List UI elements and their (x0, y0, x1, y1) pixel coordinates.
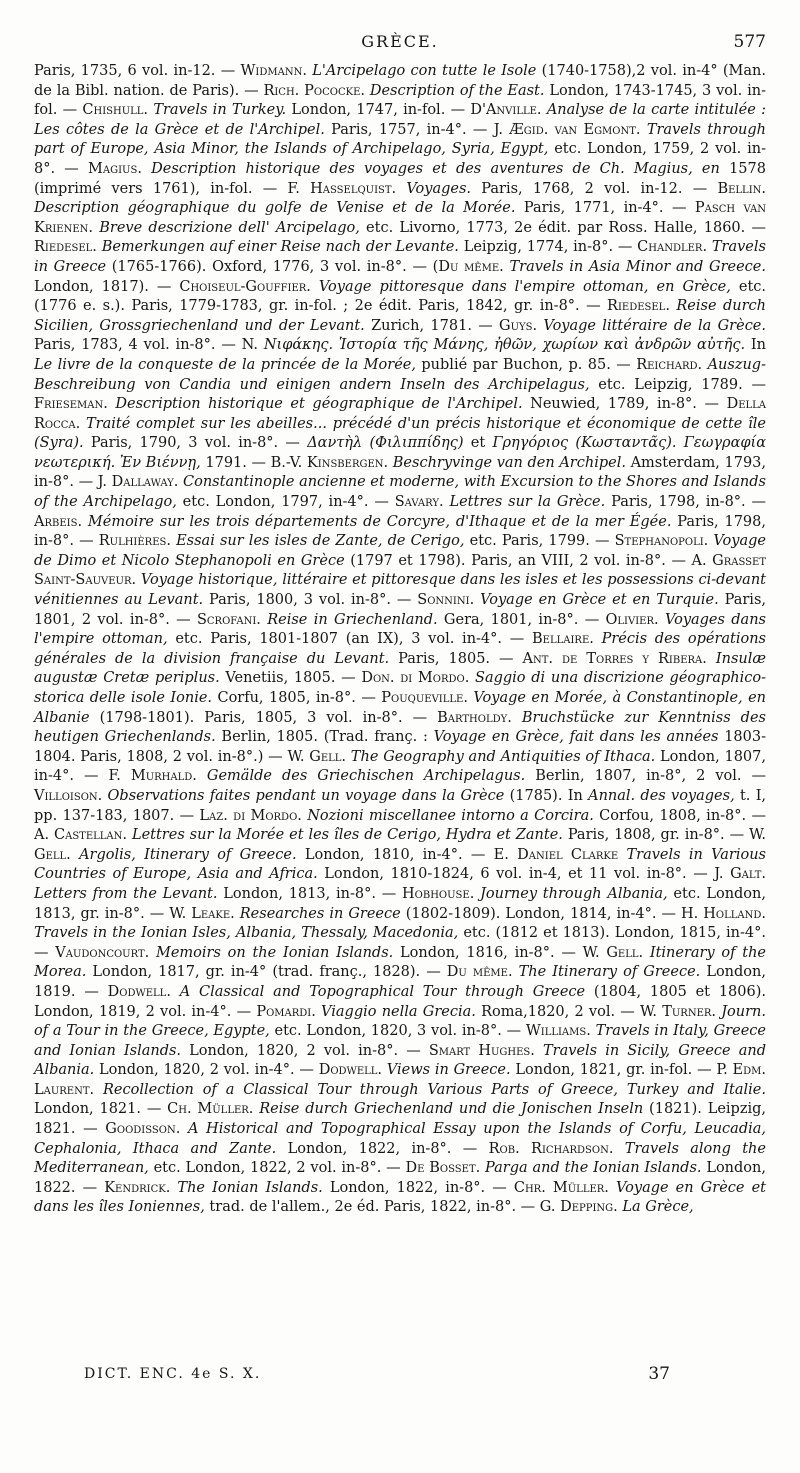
author-name: Grasset Saint-Sauveur. (34, 552, 767, 589)
work-title: Breve descrizione dell' Arcipelago, (93, 219, 360, 236)
work-title: Reise in Griechenland. (260, 611, 438, 628)
work-title: The Geography and Antiquities of Ithaca. (346, 748, 656, 765)
work-title: Constantinople ancienne et moderne, with Excursion to the Shores and Islands of the Archipelago, (34, 474, 766, 511)
citation-text: Corfu, 1805, in-8°. — (212, 690, 382, 706)
bibliography-paragraph (34, 62, 766, 1218)
work-title: Νιφάκης. Ἱστορία τῆς Μάνης, ἠθῶν, χωρίων καὶ ἀνδρῶν αὐτῆς. (263, 337, 746, 354)
citation-text: London, 1817, gr. in-4° (trad. franç., 1828). — (86, 964, 447, 981)
author-name: Turner. (662, 1003, 717, 1020)
work-title: A Historical and Topographical Essay upon the Islands of Corfu, Leucadia, Cephalonia, Ithaca and Zante. (34, 1121, 766, 1157)
work-title: Lettres sur la Morée et les îles de Cerigo, Hydra et Zante. (127, 827, 563, 844)
author-name: Gell. (34, 846, 71, 863)
work-title: Reise durch Griechenland und die Jonischen Inseln (253, 1101, 644, 1118)
citation-text: London, 1820, 2 vol. in-8°. — (181, 1042, 429, 1059)
author-name: Reichard. (636, 356, 703, 373)
citation-text: etc. Paris, 1801-1807 (an IX), 3 vol. in-4°. — (167, 631, 532, 648)
author-name: Guys. (499, 317, 538, 334)
work-title: Beschryvinge van den Archipel. (388, 454, 626, 471)
author-name: Dodwell. (107, 983, 171, 1000)
author-name: D'Anville. (470, 102, 542, 119)
author-name: Hobhouse. (402, 885, 475, 902)
author-name: Goodisson. (105, 1121, 181, 1138)
work-title: Gemälde des Griechischen Archipelagus. (196, 768, 526, 785)
author-name: Holland. (703, 905, 766, 922)
citation-text: London, 1743-1745, 3 vol. in-fol. — (34, 82, 766, 119)
work-title: Δαντὴλ (Φιλιππίδης) (307, 435, 464, 452)
author-name: Olivier. (605, 611, 659, 628)
work-title: Travels in Asia Minor and Greece. (503, 258, 766, 275)
work-title: Travels in Greece (34, 239, 766, 275)
author-name: Pomardi. (256, 1003, 316, 1020)
citation-text: (1804, 1805 et 1806). London, 1819, 2 vol. in-4°. — (34, 983, 766, 1020)
work-title: Travels in Italy, Greece and Ionian Islands. (34, 1023, 766, 1059)
work-title: Voyage en Grèce et en Turquie. (474, 592, 719, 609)
citation-text: London, 1821. — (34, 1101, 168, 1118)
author-name: Hasselquist. (310, 180, 397, 197)
page-number: 577 (733, 32, 766, 52)
citation-text: etc. London, 1759, 2 vol. in-8°. — (34, 141, 766, 177)
work-title: La Grèce, (617, 1199, 694, 1216)
author-name: Ant. de Torres y Ribera. (522, 650, 707, 667)
author-name: Kendrick. (104, 1179, 171, 1196)
author-name: Depping. (560, 1199, 618, 1216)
citation-text: Neuwied, 1789, in-8°. — (522, 396, 727, 413)
work-title: Memoirs on the Ionian Islands. (149, 944, 394, 961)
author-name: Bellin. (717, 180, 766, 197)
author-name: Laz. di Mordo. (199, 807, 302, 824)
work-title: Recollection of a Classical Tour through Various Parts of Greece, Turkey and Italie. (94, 1081, 766, 1098)
citation-text: (1798-1801). Paris, 1805, 3 vol. in-8°. — (89, 709, 438, 726)
page-footer (34, 1364, 766, 1388)
work-title: Travels in the Ionian Isles, Albania, Thessaly, Macedonia, (34, 925, 459, 942)
citation-text: London, 1816, in-8°. — W. (393, 944, 607, 961)
citation-text: (1785). In (504, 787, 589, 804)
citation-text: Corfou, 1808, in-8°. — A. (34, 807, 766, 844)
author-name: Della Rocca. (34, 396, 766, 432)
sheet-number: 37 (648, 1364, 670, 1384)
citation-text: In (745, 337, 766, 354)
author-name: Pouqueville. (381, 690, 468, 706)
author-name: Du même. (438, 258, 504, 275)
author-name: Don. di Mordo. (361, 670, 470, 687)
author-name: De Bosset. (405, 1160, 481, 1177)
citation-text: London, 1820, 2 vol. in-4°. — (94, 1062, 319, 1079)
author-name: Ch. Müller. (167, 1101, 254, 1118)
citation-text: Paris, 1808, gr. in-8°. — W. (562, 827, 766, 844)
work-title: Le livre de la conqueste de la princée de la Morée, (34, 356, 416, 373)
work-title: Lettres sur la Grèce. (443, 494, 606, 511)
author-name: Chandler. (637, 239, 708, 256)
work-title: Travels in Turkey. (148, 102, 287, 119)
bibliography-text (34, 62, 766, 1218)
author-name: Savary. (394, 494, 444, 511)
author-name: Dodwell. (318, 1062, 383, 1079)
work-title: Letters from the Levant. (34, 885, 218, 902)
author-name: Bartholdy. (437, 709, 512, 726)
citation-text: publié par Buchon, p. 85. — (415, 356, 637, 373)
work-title: Views in Greece. (382, 1062, 511, 1079)
citation-text: Leipzig, 1774, in-8°. — (458, 239, 638, 256)
citation-text: Paris, 1798, in-8°. — (34, 513, 766, 550)
author-name: Gell. (309, 748, 347, 765)
citation-text: London, 1810, in-4°. — E. (296, 846, 518, 863)
citation-text: etc. Leipzig, 1789. — (589, 376, 766, 393)
work-title: Voyage en Grèce et dans les îles Ioniennes, (34, 1179, 766, 1216)
citation-text: Paris, 1768, 2 vol. in-12. — (471, 180, 718, 197)
citation-text: London, 1819. — (34, 964, 766, 1000)
work-title: Viaggio nella Grecia. (315, 1003, 476, 1020)
author-name: Williams. (525, 1023, 591, 1040)
work-title: Voyage de Dimo et Nicolo Stephanopoli en Grèce (34, 533, 766, 569)
work-title: Voyage historique, littéraire et pittoresque dans les isles et les possessions ci-devant vénitiennes au Levant. (34, 572, 766, 609)
citation-text: Paris, 1801, 2 vol. in-8°. — (34, 592, 766, 628)
author-name: Arbeis. (34, 513, 83, 530)
citation-text: trad. de l'allem., 2e éd. Paris, 1822, in-8°. — G. (204, 1199, 561, 1216)
signature-mark: DICT. ENC. 4e S. X. (84, 1366, 262, 1382)
work-title: Travels in Various Countries of Europe, Asia and Africa. (34, 846, 766, 883)
citation-text: 1578 (imprimé vers 1761), in-fol. — F. (34, 160, 766, 197)
citation-text: etc. Livorno, 1773, 2e édit. par Ross. Halle, 1860. — (359, 219, 766, 236)
work-title: Observations faites pendant un voyage dans la Grèce (102, 787, 505, 804)
citation-text: Gera, 1801, in-8°. — (437, 611, 606, 628)
author-name: Villoison. (34, 787, 103, 804)
running-title: GRÈCE. (361, 32, 439, 51)
author-name: Riedesel. (607, 298, 670, 315)
author-name: Rulhières. (98, 533, 171, 550)
page-header (34, 28, 766, 58)
citation-text: Roma,1820, 2 vol. — W. (475, 1003, 663, 1020)
work-title: Bemerkungen auf einer Reise nach der Levante. (96, 239, 459, 256)
citation-text: 1803-1804. Paris, 1808, 2 vol. in-8°.) — W. (34, 729, 766, 765)
citation-text: London, 1747, in-fol. — (286, 102, 471, 119)
work-title: Traité complet sur les abeilles... précédé d'un précis historique et économique de cette île (Syra). (34, 415, 766, 452)
author-name: Kinsbergen. (306, 454, 389, 471)
citation-text: etc. (1812 et 1813). London, 1815, in-4°. — (34, 925, 766, 961)
citation-text: etc. London, 1820, 3 vol. in-8°. — (269, 1023, 526, 1040)
author-name: Chr. Müller. (513, 1179, 609, 1196)
citation-text: Paris, 1783, 4 vol. in-8°. — N. (34, 337, 264, 354)
work-title: Nozioni miscellanee intorno a Corcira. (301, 807, 594, 824)
citation-text: (1802-1809). London, 1814, in-4°. — H. (400, 905, 704, 922)
citation-text: 1791. — B.-V. (200, 454, 307, 471)
author-name: Castellan. (54, 827, 128, 844)
citation-text: (1765-1766). Oxford, 1776, 3 vol. in-8°. — ( (106, 258, 439, 275)
work-title: Parga and the Ionian Islands. (480, 1160, 702, 1177)
work-title: Voyages. (396, 180, 472, 197)
work-title: The Itinerary of Greece. (512, 964, 701, 981)
citation-text: London, 1817). — (34, 278, 180, 295)
work-title: Travels through part of Europe, Asia Minor, the Islands of Archipelago, Syria, Egypt, (34, 121, 767, 158)
author-name: Galt. (730, 866, 767, 883)
citation-text: Paris, 1805. — (389, 650, 523, 667)
citation-text: Zurich, 1781. — (364, 317, 500, 334)
work-title: Voyage littéraire de la Grèce. (537, 317, 767, 334)
work-title: Bruchstücke zur Kenntniss des heutigen Griechenlands. (34, 709, 766, 746)
citation-text: (1821). Leipzig, 1821. — (34, 1101, 767, 1138)
citation-text: Venetiis, 1805. — (219, 670, 362, 687)
work-title: Description géographique du golfe de Venise et de la Morée. (34, 200, 516, 217)
author-name: Choiseul-Gouffier. (179, 278, 311, 295)
author-name: Ægid. van Egmont. (509, 121, 641, 138)
work-title: Voyages dans l'empire ottoman, (34, 611, 766, 648)
citation-text: London, 1810-1824, 6 vol. in-4, et 11 vol. in-8°. — J. (317, 866, 731, 883)
author-name: Frieseman. (34, 396, 108, 413)
work-title: Description historique des voyages et des aventures de Ch. Magius, en (141, 160, 720, 177)
author-name: Gell. (606, 944, 644, 961)
citation-text: Amsterdam, 1793, in-8°. — J. (34, 454, 767, 491)
author-name: Vaudoncourt. (55, 944, 150, 961)
citation-text: Paris, 1771, in-4°. — (515, 200, 695, 217)
work-title: Analyse de la carte intitulée : Les côtes de la Grèce et de l'Archipel. (34, 102, 766, 138)
work-title: Mémoire sur les trois départements de Corcyre, d'Ithaque et de la mer Égée. (82, 513, 672, 530)
work-title: Annal. des voyages, (588, 787, 735, 804)
citation-text: Paris, 1735, 6 vol. in-12. — (34, 63, 241, 79)
work-title: Travels in Sicily, Greece and Albania. (34, 1042, 766, 1079)
citation-text: etc. London, 1822, 2 vol. in-8°. — (148, 1160, 406, 1177)
citation-text: (1740-1758),2 vol. in-4° (Man. de la Bibl. nation. de Paris). — (34, 63, 766, 99)
author-name: Rob. Richardson. (488, 1140, 614, 1157)
citation-text: etc. London, 1813, gr. in-8°. — W. (34, 885, 766, 922)
work-title: A Classical and Topographical Tour through Greece (170, 983, 586, 1000)
citation-text: Paris, 1790, 3 vol. in-8°. — (83, 435, 308, 452)
citation-text: t. I, pp. 137-183, 1807. — (34, 787, 767, 824)
author-name: Du même. (446, 964, 513, 981)
author-name: Murhald. (130, 768, 197, 785)
work-title: Auszug-Beschreibung von Candia und einigen andern Inseln des Archipelagus, (34, 356, 766, 393)
citation-text: etc. Paris, 1799. — (464, 533, 615, 550)
author-name: Dallaway. (111, 474, 179, 491)
work-title: The Ionian Islands. (170, 1179, 323, 1196)
work-title: Saggio di una discrizione géographico-storica delle isole Ionie. (34, 670, 767, 706)
author-name: Daniel Clarke (517, 846, 619, 863)
citation-text: Berlin, 1805. (Trad. franç. : (215, 729, 434, 746)
work-title: L'Arcipelago con tutte le Isole (306, 63, 537, 79)
work-title: Itinerary of the Morea. (34, 944, 766, 981)
work-title: Travels along the Mediterranean, (34, 1140, 766, 1177)
author-name: Sonnini. (417, 592, 475, 609)
work-title: Description of the East. (364, 82, 545, 99)
citation-text: Berlin, 1807, in-8°, 2 vol. — (525, 768, 766, 785)
work-title: Journey through Albania, (474, 885, 668, 902)
citation-text: Paris, 1757, in-4°. — J. (324, 121, 510, 138)
author-name: Magius. (88, 160, 142, 177)
author-name: Scrofani. (196, 611, 261, 628)
citation-text: London, 1821, gr. in-fol. — P. (510, 1062, 733, 1079)
citation-text: (1797 et 1798). Paris, an VIII, 2 vol. in-8°. — A. (344, 552, 713, 569)
author-name: Edm. Laurent. (34, 1062, 766, 1098)
work-title: Insulæ augustæ Cretæ periplus. (34, 650, 766, 687)
author-name: Widmann. (240, 63, 307, 79)
author-name: Chishull. (82, 102, 149, 119)
work-title: Voyage en Morée, à Constantinople, en Albanie (34, 690, 766, 726)
work-title: Reise durch Sicilien, Grossgriechenland und der Levant. (34, 298, 766, 334)
citation-text: etc. (1776 e. s.). Paris, 1779-1783, gr. in-fol. ; 2e édit. Paris, 1842, gr. in-8°. — (34, 278, 767, 315)
work-title: Précis des opérations générales de la division française du Levant. (34, 631, 766, 667)
author-name: Smart Hughes. (428, 1042, 535, 1059)
work-title: Description historique et géographique de l'Archipel. (107, 396, 523, 413)
work-title: Voyage pittoresque dans l'empire ottoman, en Grèce, (310, 278, 731, 295)
citation-text: etc. London, 1797, in-4°. — (176, 494, 395, 511)
author-name: Pasch van Krienen. (34, 200, 766, 236)
author-name: Rich. Pococke. (263, 82, 365, 99)
citation-text: Paris, 1798, in-8°. — (605, 494, 767, 511)
citation-text: Paris, 1800, 3 vol. in-8°. — (203, 592, 418, 609)
work-title: Essai sur les isles de Zante, de Cerigo, (170, 533, 465, 550)
author-name: Bellaire. (532, 631, 594, 648)
work-title: Voyage en Grèce, fait dans les années (433, 729, 719, 746)
work-title: Γρηγόριος (Κωσταντᾶς). Γεωγραφία νεωτερική. Ἐν Βιέννῃ, (34, 435, 767, 471)
citation-text: London, 1813, in-8°. — (217, 885, 403, 902)
citation-text: London, 1807, in-4°. — F. (34, 748, 766, 785)
citation-text: London, 1822, in-8°. — (276, 1140, 489, 1157)
citation-text: et (463, 435, 493, 452)
citation-text: London, 1822. — (34, 1160, 766, 1196)
citation-text: London, 1822, in-8°. — (322, 1179, 514, 1196)
work-title: Argolis, Itinerary of Greece. (70, 846, 297, 863)
author-name: Stephanopoli. (614, 533, 709, 550)
author-name: Riedesel. (34, 239, 97, 256)
work-title: Journ. of a Tour in the Greece, Egypte, (34, 1003, 767, 1040)
work-title: Researches in Greece (234, 905, 401, 922)
author-name: Leake. (191, 905, 235, 922)
